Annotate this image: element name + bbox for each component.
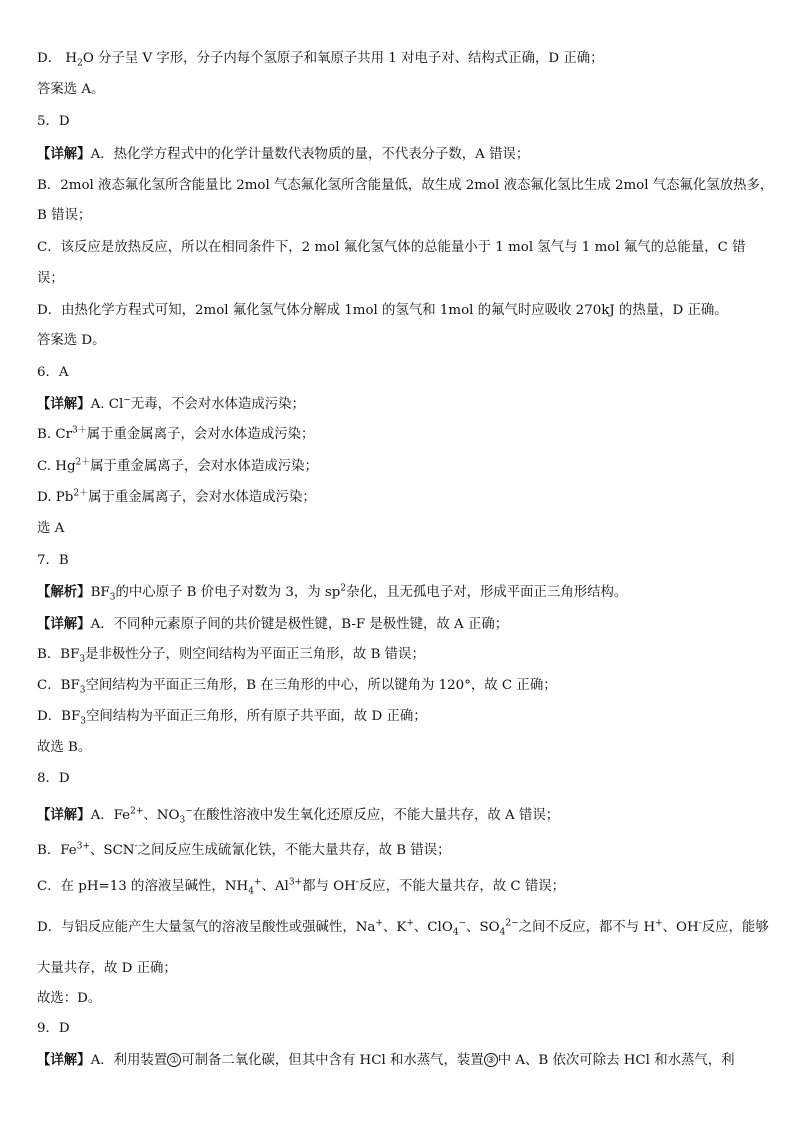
question-number: 9．D — [37, 1021, 70, 1036]
text-line: D． $H_2O$ 分子呈 V 字形，分子内每个氢原子和氧原子共用 1 对电子对、结构式正确，D 正确； — [37, 51, 604, 69]
text-line: 【详解】A. Cl−无毒，不会对水体造成污染； — [37, 395, 305, 412]
text-line: B．$BF_3$是非极性分子，则空间结构为平面正三角形，故 B 错误； — [37, 647, 425, 665]
text-line: B 错误； — [37, 208, 92, 223]
text-line: 【详解】A．$Fe^{2+}$、$NO_3^-$在酸性溶液中发生氧化还原反应，不能大量共存，故 A 错误； — [37, 806, 560, 826]
text-line: 【详解】A．热化学方程式中的化学计量数代表物质的量，不代表分子数，A 错误； — [37, 146, 530, 162]
text-line: C．在 pH=13 的溶液呈碱性，$NH_4^+$、$Al^{3+}$都与 OH-反应，不能大量共存，故 C 错误； — [37, 877, 566, 897]
question-number: 7．B — [37, 553, 69, 568]
question-number: 8．D — [37, 771, 70, 786]
text-line: 大量共存，故 D 正确； — [37, 961, 177, 976]
text-line: 故选：D。 — [37, 991, 102, 1006]
text-line: B. $Cr^{3+}$属于重金属离子，会对水体造成污染； — [37, 425, 315, 442]
text-line: D．$BF_3$空间结构为平面正三角形，所有原子共平面，故 D 正确； — [37, 709, 427, 727]
text-line: 答案选 A。 — [37, 82, 105, 97]
text-line: D. $Pb^{2+}$属于重金属离子，会对水体造成污染； — [37, 488, 316, 505]
text-line: D．与铝反应能产生大量氢气的溶液呈酸性或强碱性，Na+、K+、ClO$_4$−、$SO_4^{2-}$之间不反应，都不与 H+、OH-反应，能够 — [37, 918, 769, 938]
text-line: B．2mol 液态氟化氢所含能量比 2mol 气态氟化氢所含能量低，故生成 2mol 液态氟化氢比生成 2mol 气态氟化氢放热多， — [37, 178, 774, 193]
text-line: 【详解】A．利用装置 ① 可制备二氧化碳，但其中含有 HCl 和水蒸气，装置 ③ 中 A、B 依次可除去 HCl 和水蒸气，利 — [37, 1052, 735, 1068]
text-line: 答案选 D。 — [37, 333, 106, 348]
text-line: C．$BF_3$空间结构为平面正三角形，B 在三角形的中心，所以键角为 120°，故 C 正确； — [37, 678, 557, 696]
text-line: 故选 B。 — [37, 740, 92, 755]
question-number: 5．D — [37, 114, 70, 129]
text-line: 选 A — [37, 521, 65, 536]
text-line: D．由热化学方程式可知，2mol 氟化氢气体分解成 1mol 的氢气和 1mol 的氟气时应吸收 270kJ 的热量，D 正确。 — [37, 303, 728, 318]
text-line: B．$Fe^{3+}$、SCN-之间反应生成硫氰化铁，不能大量共存，故 B 错误； — [37, 841, 451, 858]
circled-number-3: ③ — [484, 1053, 498, 1067]
text-line: 【详解】A．不同种元素原子间的共价键是极性键，B-F 是极性键，故 A 正确； — [37, 616, 509, 632]
text-line: 【解析】$BF_3$的中心原子 B 价电子对数为 3，为 $sp^2$杂化，且无孤电子对，形成平面正三角形结构。 — [37, 583, 628, 603]
text-line: 误； — [37, 271, 64, 286]
text-line: C．该反应是放热反应，所以在相同条件下，2 mol 氟化氢气体的总能量小于 1 mol 氢气与 1 mol 氟气的总能量，C 错 — [37, 240, 746, 255]
question-number: 6．A — [37, 365, 69, 380]
text-line: C. $Hg^{2+}$属于重金属离子，会对水体造成污染； — [37, 457, 318, 474]
circled-number-1: ① — [167, 1053, 181, 1067]
